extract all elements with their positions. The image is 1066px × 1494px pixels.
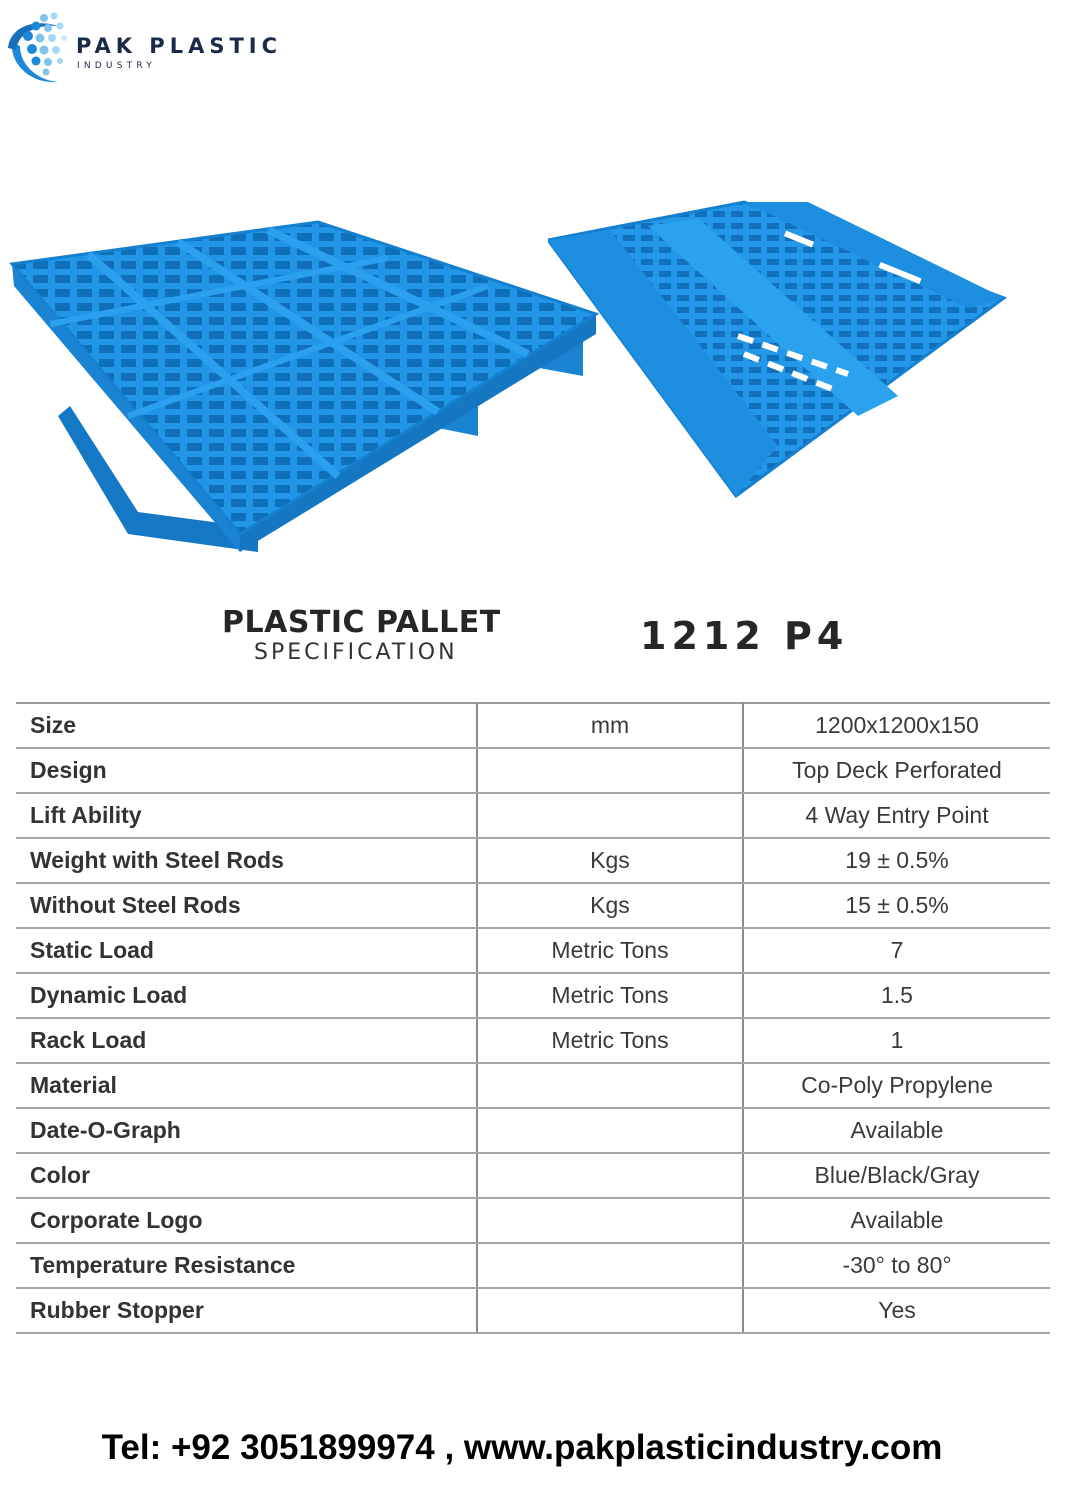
- spec-unit-cell: Metric Tons: [477, 1018, 743, 1063]
- brand-tagline: INDUSTRY: [77, 61, 156, 71]
- spec-value-cell: 1: [743, 1018, 1050, 1063]
- table-row: [16, 1288, 1050, 1333]
- spec-title-block: [222, 606, 542, 666]
- table-row: [16, 793, 1050, 838]
- spec-table-body: [16, 703, 1050, 1333]
- spec-param-cell: Without Steel Rods: [16, 883, 477, 928]
- table-row: [16, 973, 1050, 1018]
- logo-globe-icon: [6, 4, 76, 88]
- pallet-bottom-view-image: [548, 196, 1008, 500]
- spec-value-cell: Co-Poly Propylene: [743, 1063, 1050, 1108]
- spec-param-cell: Color: [16, 1153, 477, 1198]
- spec-unit-cell: Metric Tons: [477, 973, 743, 1018]
- brand-name: PAK PLASTIC: [76, 34, 282, 58]
- table-row: [16, 1153, 1050, 1198]
- contact-footer: Tel: +92 3051899974 , www.pakplasticindustry.com: [101, 1428, 943, 1467]
- spec-value-cell: Top Deck Perforated: [743, 748, 1050, 793]
- spec-value-cell: 7: [743, 928, 1050, 973]
- spec-unit-cell: Kgs: [477, 838, 743, 883]
- spec-param-cell: Design: [16, 748, 477, 793]
- spec-value-cell: 1.5: [743, 973, 1050, 1018]
- table-row: [16, 1243, 1050, 1288]
- spec-param-cell: Dynamic Load: [16, 973, 477, 1018]
- spec-param-cell: Static Load: [16, 928, 477, 973]
- spec-value-cell: Available: [743, 1108, 1050, 1153]
- spec-unit-cell: Metric Tons: [477, 928, 743, 973]
- spec-param-cell: Size: [16, 703, 477, 748]
- spec-value-cell: 19 ± 0.5%: [743, 838, 1050, 883]
- spec-unit-cell: [477, 1063, 743, 1108]
- spec-unit-cell: [477, 1243, 743, 1288]
- spec-param-cell: Material: [16, 1063, 477, 1108]
- spec-unit-cell: [477, 1198, 743, 1243]
- spec-unit-cell: mm: [477, 703, 743, 748]
- brand-logo: [6, 4, 296, 88]
- spec-unit-cell: [477, 1108, 743, 1153]
- spec-unit-cell: Kgs: [477, 883, 743, 928]
- spec-value-cell: 15 ± 0.5%: [743, 883, 1050, 928]
- spec-unit-cell: [477, 1153, 743, 1198]
- table-row: [16, 1018, 1050, 1063]
- spec-subtitle: SPECIFICATION: [254, 640, 458, 665]
- spec-value-cell: Blue/Black/Gray: [743, 1153, 1050, 1198]
- spec-value-cell: Yes: [743, 1288, 1050, 1333]
- product-category: PLASTIC PALLET: [222, 605, 501, 640]
- model-code: 1212 P4: [640, 614, 849, 658]
- pallet-top-view-image: [8, 216, 600, 556]
- spec-param-cell: Rack Load: [16, 1018, 477, 1063]
- spec-param-cell: Rubber Stopper: [16, 1288, 477, 1333]
- table-row: [16, 703, 1050, 748]
- spec-unit-cell: [477, 1288, 743, 1333]
- spec-value-cell: -30° to 80°: [743, 1243, 1050, 1288]
- table-row: [16, 748, 1050, 793]
- spec-unit-cell: [477, 793, 743, 838]
- table-row: [16, 928, 1050, 973]
- table-row: [16, 838, 1050, 883]
- table-row: [16, 1063, 1050, 1108]
- spec-param-cell: Corporate Logo: [16, 1198, 477, 1243]
- spec-param-cell: Weight with Steel Rods: [16, 838, 477, 883]
- table-row: [16, 883, 1050, 928]
- spec-value-cell: 4 Way Entry Point: [743, 793, 1050, 838]
- table-row: [16, 1198, 1050, 1243]
- table-row: [16, 1108, 1050, 1153]
- spec-table: [16, 702, 1050, 1334]
- spec-value-cell: Available: [743, 1198, 1050, 1243]
- spec-unit-cell: [477, 748, 743, 793]
- spec-param-cell: Date-O-Graph: [16, 1108, 477, 1153]
- spec-param-cell: Temperature Resistance: [16, 1243, 477, 1288]
- spec-value-cell: 1200x1200x150: [743, 703, 1050, 748]
- spec-param-cell: Lift Ability: [16, 793, 477, 838]
